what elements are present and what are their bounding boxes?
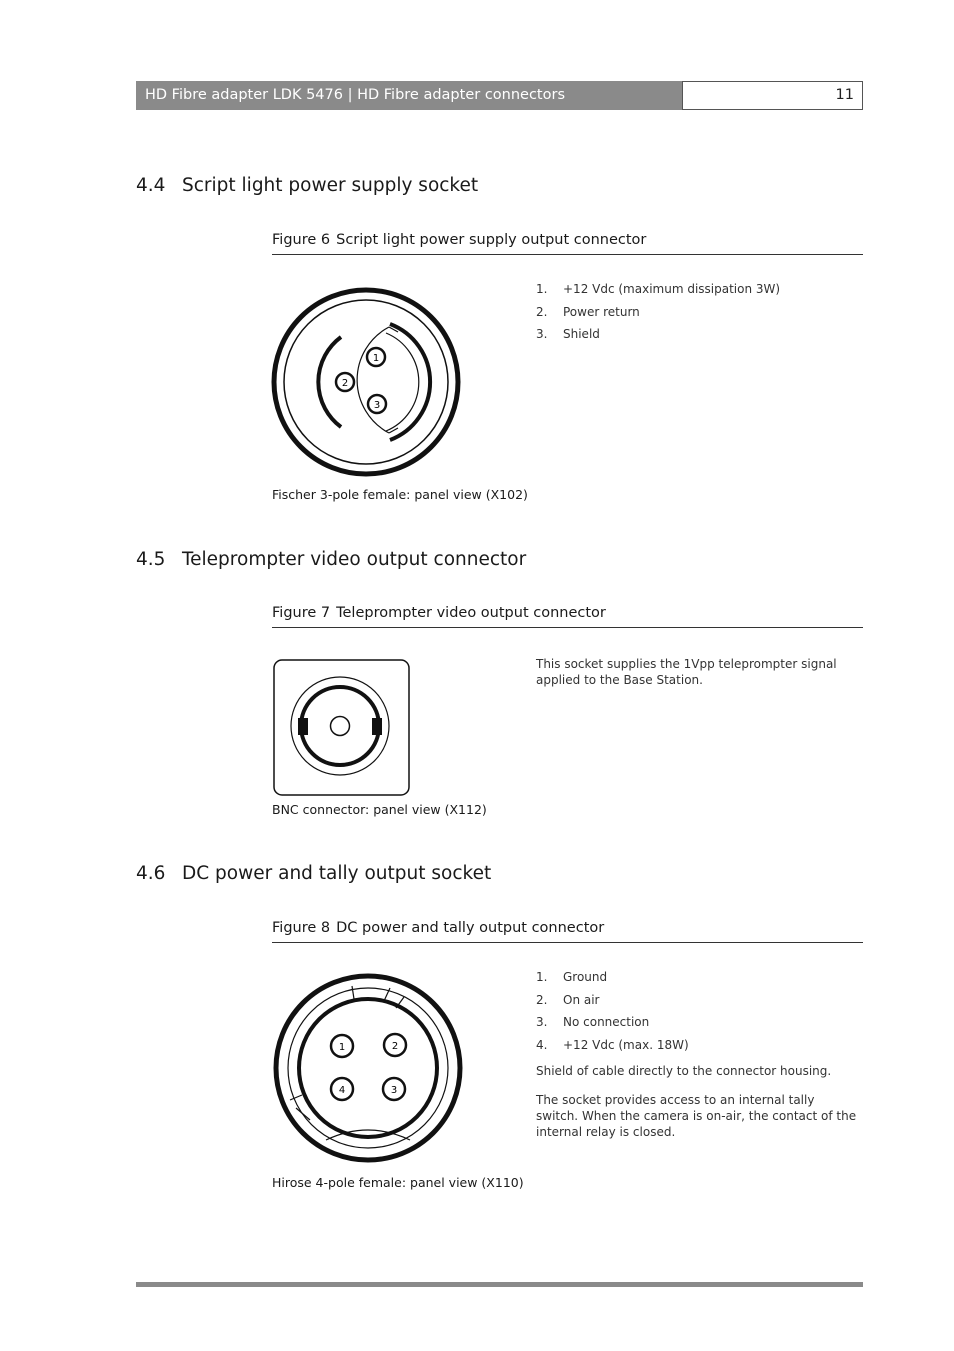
section-number: 4.5 <box>136 549 166 570</box>
image-caption: BNC connector: panel view (X112) <box>272 802 487 817</box>
image-caption: Hirose 4-pole female: panel view (X110) <box>272 1175 524 1190</box>
pin-list <box>536 282 780 350</box>
center-contact <box>331 717 350 736</box>
bayonet-pin-right <box>372 718 382 735</box>
section-number: 4.4 <box>136 175 166 196</box>
section-heading-4-4 <box>136 175 478 196</box>
figure-caption-8 <box>272 920 863 943</box>
section-title: DC power and tally output socket <box>182 863 492 884</box>
pin-label: 2 <box>391 1041 399 1052</box>
pin-label: 4 <box>338 1085 346 1096</box>
inner-ring <box>299 999 437 1137</box>
pin-label: 3 <box>390 1085 398 1096</box>
figure-title: Teleprompter video output connector <box>336 605 606 621</box>
pin-label: 3 <box>373 400 381 411</box>
list-item: 1. +12 Vdc (maximum dissipation 3W) <box>536 282 781 296</box>
section-heading-4-5 <box>136 549 526 570</box>
footer-rule <box>136 1282 863 1287</box>
insert-outline <box>357 327 389 433</box>
figure-number: Figure 6 <box>272 232 331 248</box>
figure-caption-7 <box>272 605 863 628</box>
figure-caption-6 <box>272 232 863 255</box>
section-number: 4.6 <box>136 863 166 884</box>
list-item: 3. Shield <box>536 327 600 342</box>
bayonet-pin-left <box>298 718 308 735</box>
pin-label: 1 <box>338 1042 346 1053</box>
section-title: Script light power supply socket <box>182 175 479 196</box>
middle-ring <box>288 988 448 1148</box>
section-title: Teleprompter video output connector <box>182 549 527 570</box>
figure-title: DC power and tally output connector <box>336 920 605 936</box>
pin-label: 2 <box>341 378 349 389</box>
hirose-4-pole-connector-diagram <box>272 970 467 1165</box>
fischer-3-pole-connector-diagram <box>272 285 462 480</box>
bnc-connector-diagram <box>272 658 412 798</box>
figure-number: Figure 7 <box>272 605 331 621</box>
list-item: 3. No connection <box>536 1015 650 1030</box>
key-arc-right <box>390 324 430 440</box>
list-item: 1. Ground <box>536 970 608 984</box>
list-item: 4. +12 Vdc (max. 18W) <box>536 1038 689 1053</box>
inner-ring <box>284 300 448 464</box>
section-heading-4-6 <box>136 863 491 884</box>
pin-list <box>536 970 689 1061</box>
list-item: 2. On air <box>536 992 600 1007</box>
pin-label: 1 <box>372 353 380 364</box>
bnc-shell <box>301 687 379 765</box>
outer-ring <box>276 976 460 1160</box>
figure-title: Script light power supply output connector <box>336 232 647 248</box>
page-number: 11 <box>682 81 863 110</box>
shield-note: Shield of cable directly to the connector housing. <box>536 1064 832 1078</box>
list-item: 2. Power return <box>536 304 640 319</box>
page-header <box>136 81 863 110</box>
tally-note: The socket provides access to an internal tally switch. When the camera is on-air, the contact of the internal relay is closed. <box>536 1093 857 1139</box>
header-title: HD Fibre adapter LDK 5476 | HD Fibre adapter connectors <box>136 81 682 110</box>
image-caption: Fischer 3-pole female: panel view (X102) <box>272 487 528 502</box>
key-arc-left <box>318 337 341 427</box>
description-text: This socket supplies the 1Vpp teleprompter signal applied to the Base Station. <box>536 657 837 687</box>
figure-number: Figure 8 <box>272 920 331 936</box>
